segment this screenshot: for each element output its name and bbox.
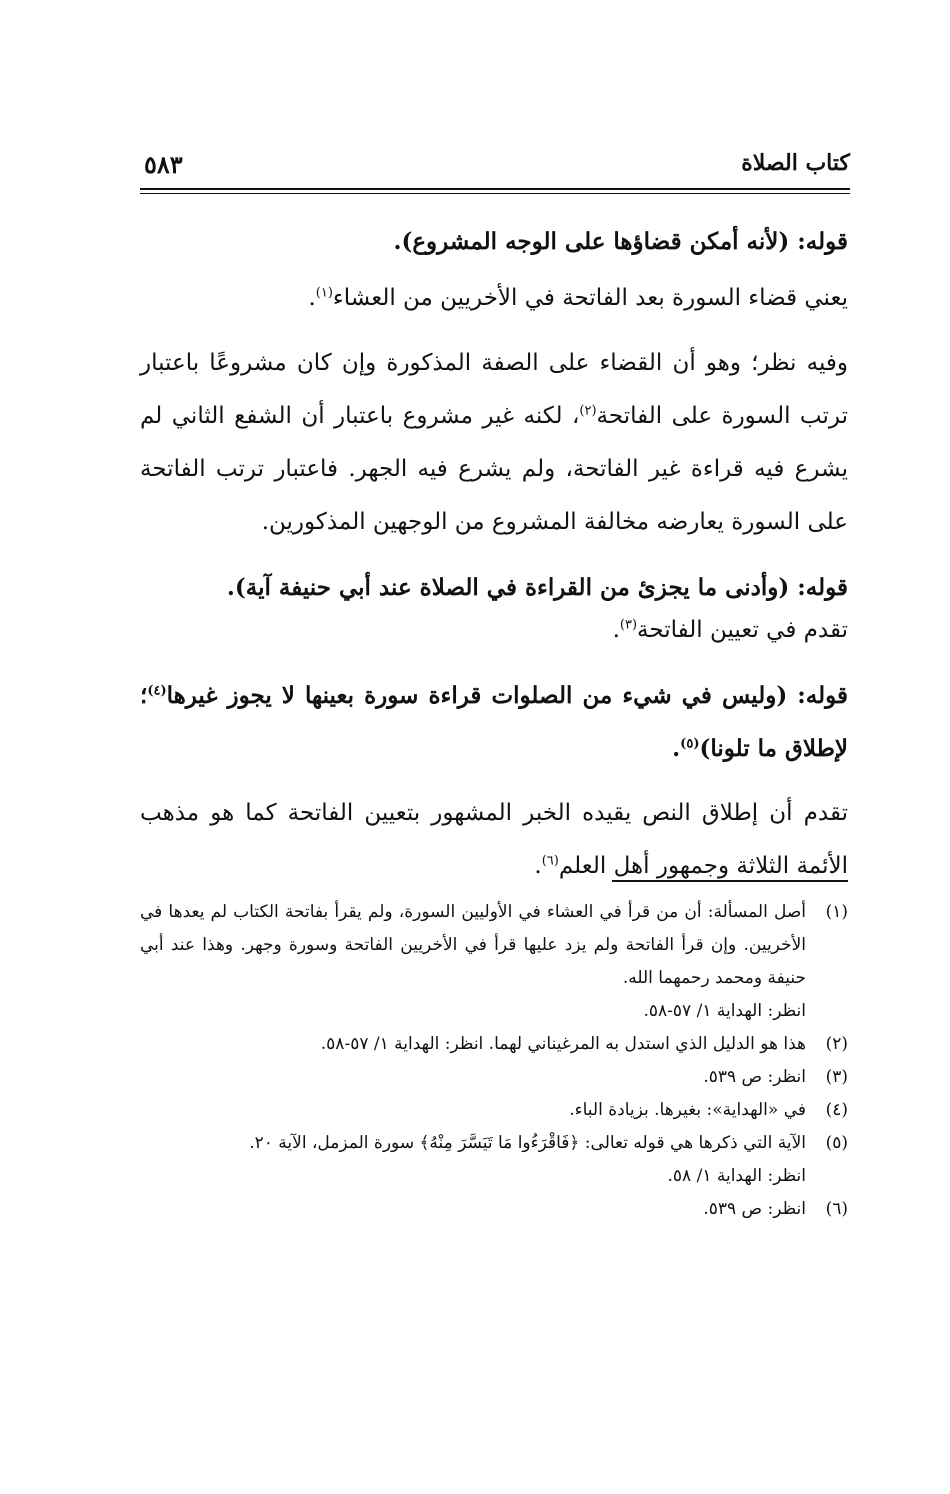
quote-3-text-a: قوله: (وليس في شيء من الصلوات قراءة سورة بعينها لا يجوز غيرها xyxy=(166,682,848,709)
quote-3-end: . xyxy=(672,735,681,762)
paragraph-2-text-b: ، لكنه غير مشروع باعتبار أن الشفع الثاني لم يشرع فيه قراءة غير الفاتحة، ولم يشرع فيه الجهر. فاعتبار ترتب الفاتحة على السورة يعارضه مخالفة المشروع من الوجهين المذكورين. xyxy=(140,403,848,535)
footnote-ref-3[interactable]: (٣) xyxy=(619,617,638,633)
footnote-ref-4[interactable]: (٤) xyxy=(147,683,167,699)
paragraph-3-end: . xyxy=(612,617,620,643)
footnote-number: (٢) xyxy=(825,1034,848,1054)
paragraph-2 xyxy=(140,337,848,549)
footnote-text: هذا هو الدليل الذي استدل به المرغيناني لهما. انظر: الهداية ١/ ٥٧-٥٨. xyxy=(320,1034,806,1054)
header-rule-thin xyxy=(140,193,850,194)
footnote-5 xyxy=(140,1127,848,1160)
page-header xyxy=(140,148,850,188)
footnote-ref-1[interactable]: (١) xyxy=(315,285,333,301)
footnotes xyxy=(140,896,848,1226)
footnote-6 xyxy=(140,1193,848,1226)
footnote-text: انظر: ص ٥٣٩. xyxy=(703,1199,806,1219)
footnote-number: (١) xyxy=(825,902,848,922)
footnote-ref-5[interactable]: (٥) xyxy=(680,736,700,752)
paragraph-4-text: تقدم أن إطلاق النص يقيده الخبر المشهور بتعيين الفاتحة كما هو مذهب الأئمة الثلاثة وجمهور أهل العلم xyxy=(140,800,848,879)
paragraph-1-end: . xyxy=(308,285,316,311)
paragraph-3-text: تقدم في تعيين الفاتحة xyxy=(637,617,848,643)
footnote-4 xyxy=(140,1094,848,1127)
footnote-text: أصل المسألة: أن من قرأ في العشاء في الأوليين السورة، ولم يقرأ بفاتحة الكتاب لم يعدها في الأخريين. وإن قرأ الفاتحة ولم يزد عليها قرأ في الأخريين الفاتحة وسورة وجهر. وهذا عند أبي حنيفة ومحمد رحمهما الله. xyxy=(140,902,806,988)
footnote-number: (٤) xyxy=(825,1100,848,1120)
paragraph-1-text: يعني قضاء السورة بعد الفاتحة في الأخريين من العشاء xyxy=(332,285,848,311)
page-number: ٥٨٣ xyxy=(144,150,183,179)
paragraph-4-end: . xyxy=(534,853,542,879)
footnote-5-cont: انظر: الهداية ١/ ٥٨. xyxy=(667,1166,806,1186)
footnote-ref-6[interactable]: (٦) xyxy=(541,853,559,869)
paragraph-2-text-a: وفيه نظر؛ وهو أن القضاء على الصفة المذكورة وإن كان مشروعًا باعتبار ترتب السورة على الفاتحة xyxy=(140,350,848,429)
main-text xyxy=(140,215,848,893)
footnote-number: (٦) xyxy=(825,1199,848,1219)
header-rule xyxy=(140,188,850,190)
footnote-2 xyxy=(140,1028,848,1061)
running-title: كتاب الصلاة xyxy=(741,150,850,176)
footnote-1-cont: انظر: الهداية ١/ ٥٧-٥٨. xyxy=(643,1001,806,1021)
footnote-ref-2[interactable]: (٢) xyxy=(579,403,597,419)
quote-2: قوله: (وأدنى ما يجزئ من القراءة في الصلاة عند أبي حنيفة آية). xyxy=(226,574,848,601)
footnote-text: الآية التي ذكرها هي قوله تعالى: ﴿فَاقْرَءُوا مَا تَيَسَّرَ مِنْهُ﴾ سورة المزمل، الآية ٢٠. xyxy=(249,1133,806,1153)
paragraph-4 xyxy=(140,787,848,893)
quote-3 xyxy=(140,669,848,775)
footnote-number: (٥) xyxy=(825,1133,848,1153)
paragraph-1 xyxy=(140,272,848,325)
footnote-number: (٣) xyxy=(825,1067,848,1087)
quote-3-text-b: ؛ لإطلاق ما تلونا) xyxy=(140,682,848,762)
quote-1: قوله: (لأنه أمكن قضاؤها على الوجه المشروع). xyxy=(393,228,848,255)
footnote-text: انظر: ص ٥٣٩. xyxy=(703,1067,806,1087)
footnote-separator xyxy=(612,880,848,882)
footnote-1 xyxy=(140,896,848,995)
footnote-text: في «الهداية»: بغيرها. بزيادة الباء. xyxy=(569,1100,806,1120)
footnote-3 xyxy=(140,1061,848,1094)
